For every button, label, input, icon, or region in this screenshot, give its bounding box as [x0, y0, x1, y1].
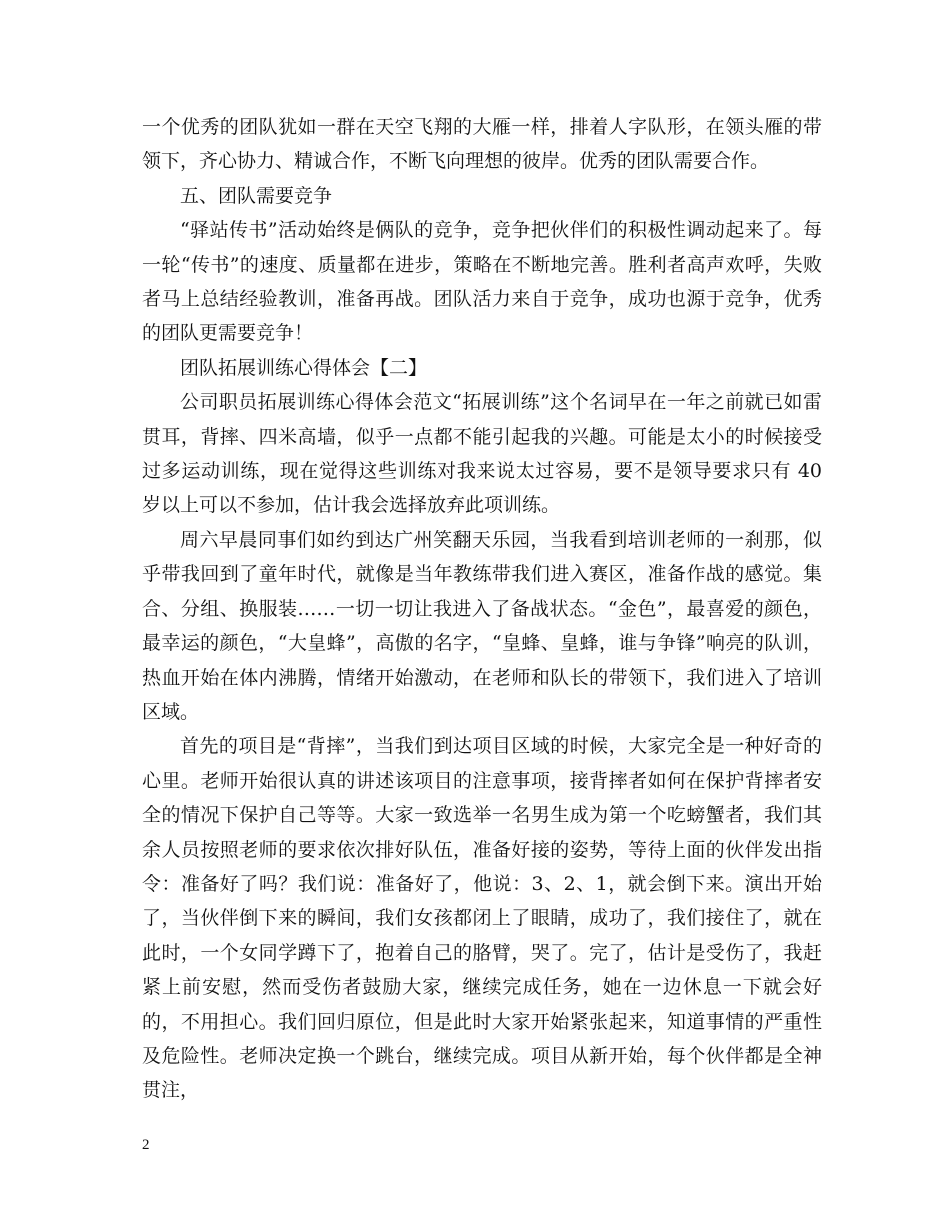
document-body [142, 110, 822, 1108]
paragraph-2: “驿站传书”活动始终是俩队的竞争，竞争把伙伴们的积极性调动起来了。每一轮“传书”的速度、质量都在进步，策略在不断地完善。胜利者高声欢呼，失败者马上总结经验教训，准备再战。团队活力来自于竞争，成功也源于竞争，优秀的团队更需要竞争！ [142, 219, 822, 345]
page-number: 2 [142, 1137, 150, 1153]
paragraph-3: 公司职员拓展训练心得体会范文“拓展训练”这个名词早在一年之前就已如雷贯耳，背摔、四米高墙，似乎一点都不能引起我的兴趣。可能是太小的时候接受过多运动训练，现在觉得这些训练对我来说太过容易，要不是领导要求只有 40 岁以上可以不参加，估计我会选择放弃此项训练。 [142, 391, 822, 517]
section-heading-competition: 五、团队需要竞争 [180, 184, 333, 207]
article-title: 团队拓展训练心得体会【二】 [180, 356, 428, 379]
paragraph-5: 首先的项目是“背摔”，当我们到达项目区域的时候，大家完全是一种好奇的心里。老师开始很认真的讲述该项目的注意事项，接背摔者如何在保护背摔者安全的情况下保护自己等等。大家一致选举一名男生成为第一个吃螃蟹者，我们其余人员按照老师的要求依次排好队伍，准备好接的姿势，等待上面的伙伴发出指令：准备好了吗？我们说：准备好了，他说：3、2、1，就会倒下来。演出开始了，当伙伴倒下来的瞬间，我们女孩都闭上了眼睛，成功了，我们接住了，就在此时，一个女同学蹲下了，抱着自己的胳臂，哭了。完了，估计是受伤了，我赶紧上前安慰，然而受伤者鼓励大家，继续完成任务，她在一边休息一下就会好的，不用担心。我们回归原位，但是此时大家开始紧张起来，知道事情的严重性及危险性。老师决定换一个跳台，继续完成。项目从新开始，每个伙伴都是全神贯注， [142, 735, 822, 1102]
paragraph-1: 一个优秀的团队犹如一群在天空飞翔的大雁一样，排着人字队形，在领头雁的带领下，齐心协力、精诚合作，不断飞向理想的彼岸。优秀的团队需要合作。 [142, 116, 822, 173]
paragraph-4: 周六早晨同事们如约到达广州笑翻天乐园，当我看到培训老师的一刹那，似乎带我回到了童年时代，就像是当年教练带我们进入赛区，准备作战的感觉。集合、分组、换服装……一切一切让我进入了备战状态。“金色”，最喜爱的颜色，最幸运的颜色，“大皇蜂”，高傲的名字，“皇蜂、皇蜂，谁与争锋”响亮的队训，热血开始在体内沸腾，情绪开始激动，在老师和队长的带领下，我们进入了培训区域。 [142, 528, 822, 723]
